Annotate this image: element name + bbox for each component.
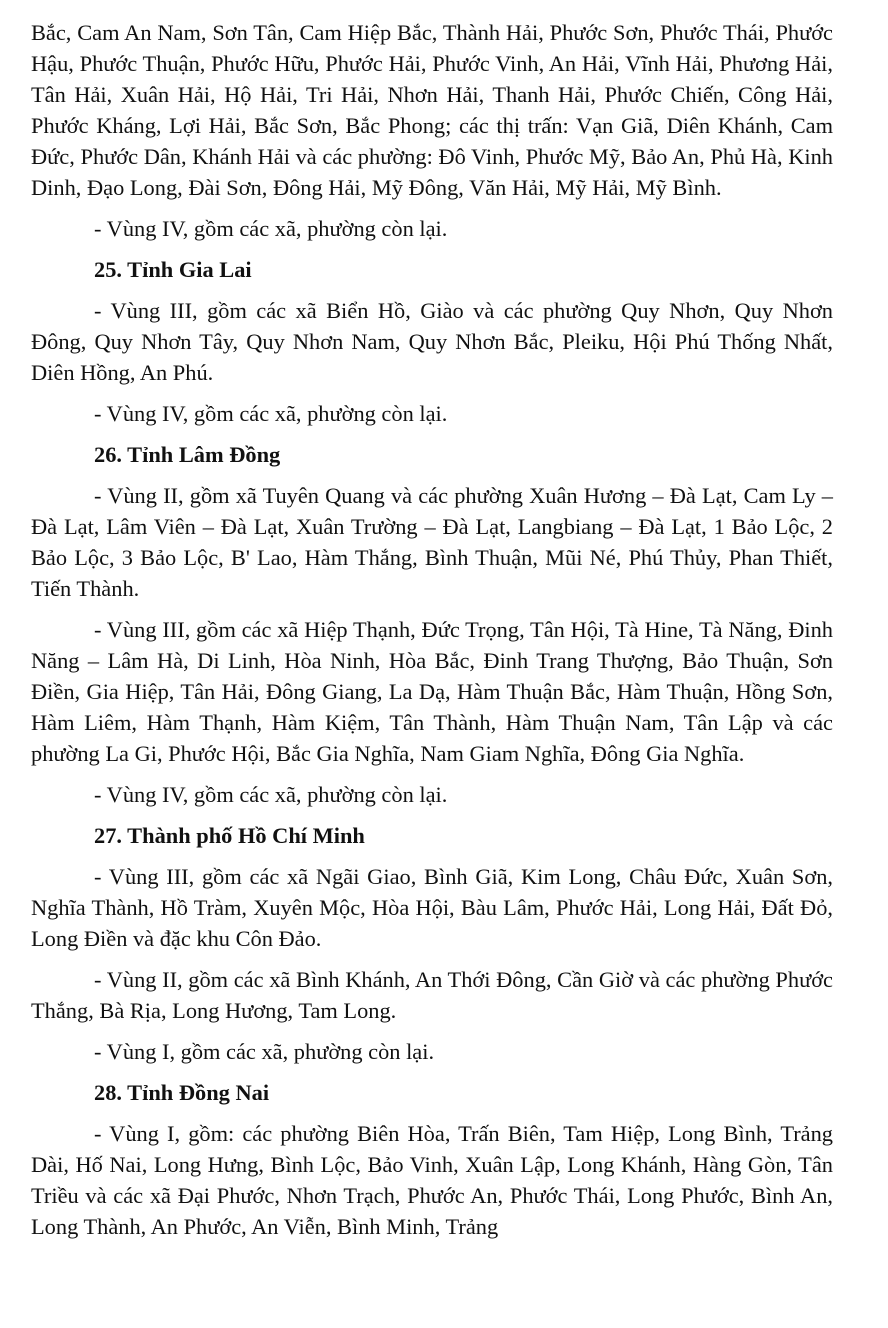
paragraph-hcm-region-i: - Vùng I, gồm các xã, phường còn lại. xyxy=(94,1039,435,1064)
paragraph-khanh-hoa-continued: Bắc, Cam An Nam, Sơn Tân, Cam Hiệp Bắc, Thành Hải, Phước Sơn, Phước Thái, Phước Hậu, Phước Thuận, Phước Hữu, Phước Hải, Phước Vinh, An Hải, Vĩnh Hải, Phương Hải, Tân Hải, Xuân Hải, Hộ Hải, Tri Hải, Nhơn Hải, Thanh Hải, Phước Chiến, Công Hải, Phước Kháng, Lợi Hải, Bắc Sơn, Bắc Phong; các thị trấn: Vạn Giã, Diên Khánh, Cam Đức, Phước Dân, Khánh Hải và các phường: Đô Vinh, Phước Mỹ, Bảo An, Phủ Hà, Kinh Dinh, Đạo Long, Đài Sơn, Đông Hải, Mỹ Đông, Văn Hải, Mỹ Hải, Mỹ Bình. xyxy=(31,20,833,200)
paragraph-lam-dong-region-ii: - Vùng II, gồm xã Tuyên Quang và các phường Xuân Hương – Đà Lạt, Cam Ly – Đà Lạt, Lâm Viên – Đà Lạt, Xuân Trường – Đà Lạt, Langbiang – Đà Lạt, 1 Bảo Lộc, 2 Bảo Lộc, 3 Bảo Lộc, B' Lao, Hàm Thắng, Bình Thuận, Mũi Né, Phú Thủy, Phan Thiết, Tiến Thành. xyxy=(31,483,833,601)
section-heading-dong-nai: 28. Tỉnh Đồng Nai xyxy=(94,1080,270,1105)
paragraph-lam-dong-region-iii: - Vùng III, gồm các xã Hiệp Thạnh, Đức Trọng, Tân Hội, Tà Hine, Tà Năng, Đinh Năng – Lâm Hà, Di Linh, Hòa Ninh, Hòa Bắc, Đinh Trang Thượng, Bảo Thuận, Sơn Điền, Gia Hiệp, Tân Hải, Đông Giang, La Dạ, Hàm Thuận Bắc, Hàm Thuận, Hồng Sơn, Hàm Liêm, Hàm Thạnh, Hàm Kiệm, Tân Thành, Hàm Thuận Nam, Tân Lập và các phường La Gi, Phước Hội, Bắc Gia Nghĩa, Nam Giam Nghĩa, Đông Gia Nghĩa. xyxy=(31,617,833,766)
section-heading-gia-lai: 25. Tỉnh Gia Lai xyxy=(94,257,252,282)
paragraph-dong-nai-region-i: - Vùng I, gồm: các phường Biên Hòa, Trấn Biên, Tam Hiệp, Long Bình, Trảng Dài, Hố Nai, Long Hưng, Bình Lộc, Bảo Vinh, Xuân Lập, Long Khánh, Hàng Gòn, Tân Triều và các xã Đại Phước, Nhơn Trạch, Phước An, Phước Thái, Long Phước, Bình An, Long Thành, An Phước, An Viễn, Bình Minh, Trảng xyxy=(31,1121,833,1239)
paragraph-hcm-region-iii: - Vùng III, gồm các xã Ngãi Giao, Bình Giã, Kim Long, Châu Đức, Xuân Sơn, Nghĩa Thành, Hồ Tràm, Xuyên Mộc, Hòa Hội, Bàu Lâm, Phước Hải, Long Hải, Đất Đỏ, Long Điền và đặc khu Côn Đảo. xyxy=(31,864,833,951)
paragraph-gia-lai-region-iii: - Vùng III, gồm các xã Biển Hồ, Giào và các phường Quy Nhơn, Quy Nhơn Đông, Quy Nhơn Tây, Quy Nhơn Nam, Quy Nhơn Bắc, Pleiku, Hội Phú Thống Nhất, Diên Hồng, An Phú. xyxy=(31,298,833,385)
section-heading-ho-chi-minh: 27. Thành phố Hồ Chí Minh xyxy=(94,823,365,848)
paragraph-khanh-hoa-region-iv: - Vùng IV, gồm các xã, phường còn lại. xyxy=(94,216,448,241)
paragraph-hcm-region-ii: - Vùng II, gồm các xã Bình Khánh, An Thới Đông, Cần Giờ và các phường Phước Thắng, Bà Rịa, Long Hương, Tam Long. xyxy=(31,967,833,1023)
paragraph-gia-lai-region-iv: - Vùng IV, gồm các xã, phường còn lại. xyxy=(94,401,448,426)
paragraph-lam-dong-region-iv: - Vùng IV, gồm các xã, phường còn lại. xyxy=(94,782,448,807)
section-heading-lam-dong: 26. Tỉnh Lâm Đồng xyxy=(94,442,281,467)
